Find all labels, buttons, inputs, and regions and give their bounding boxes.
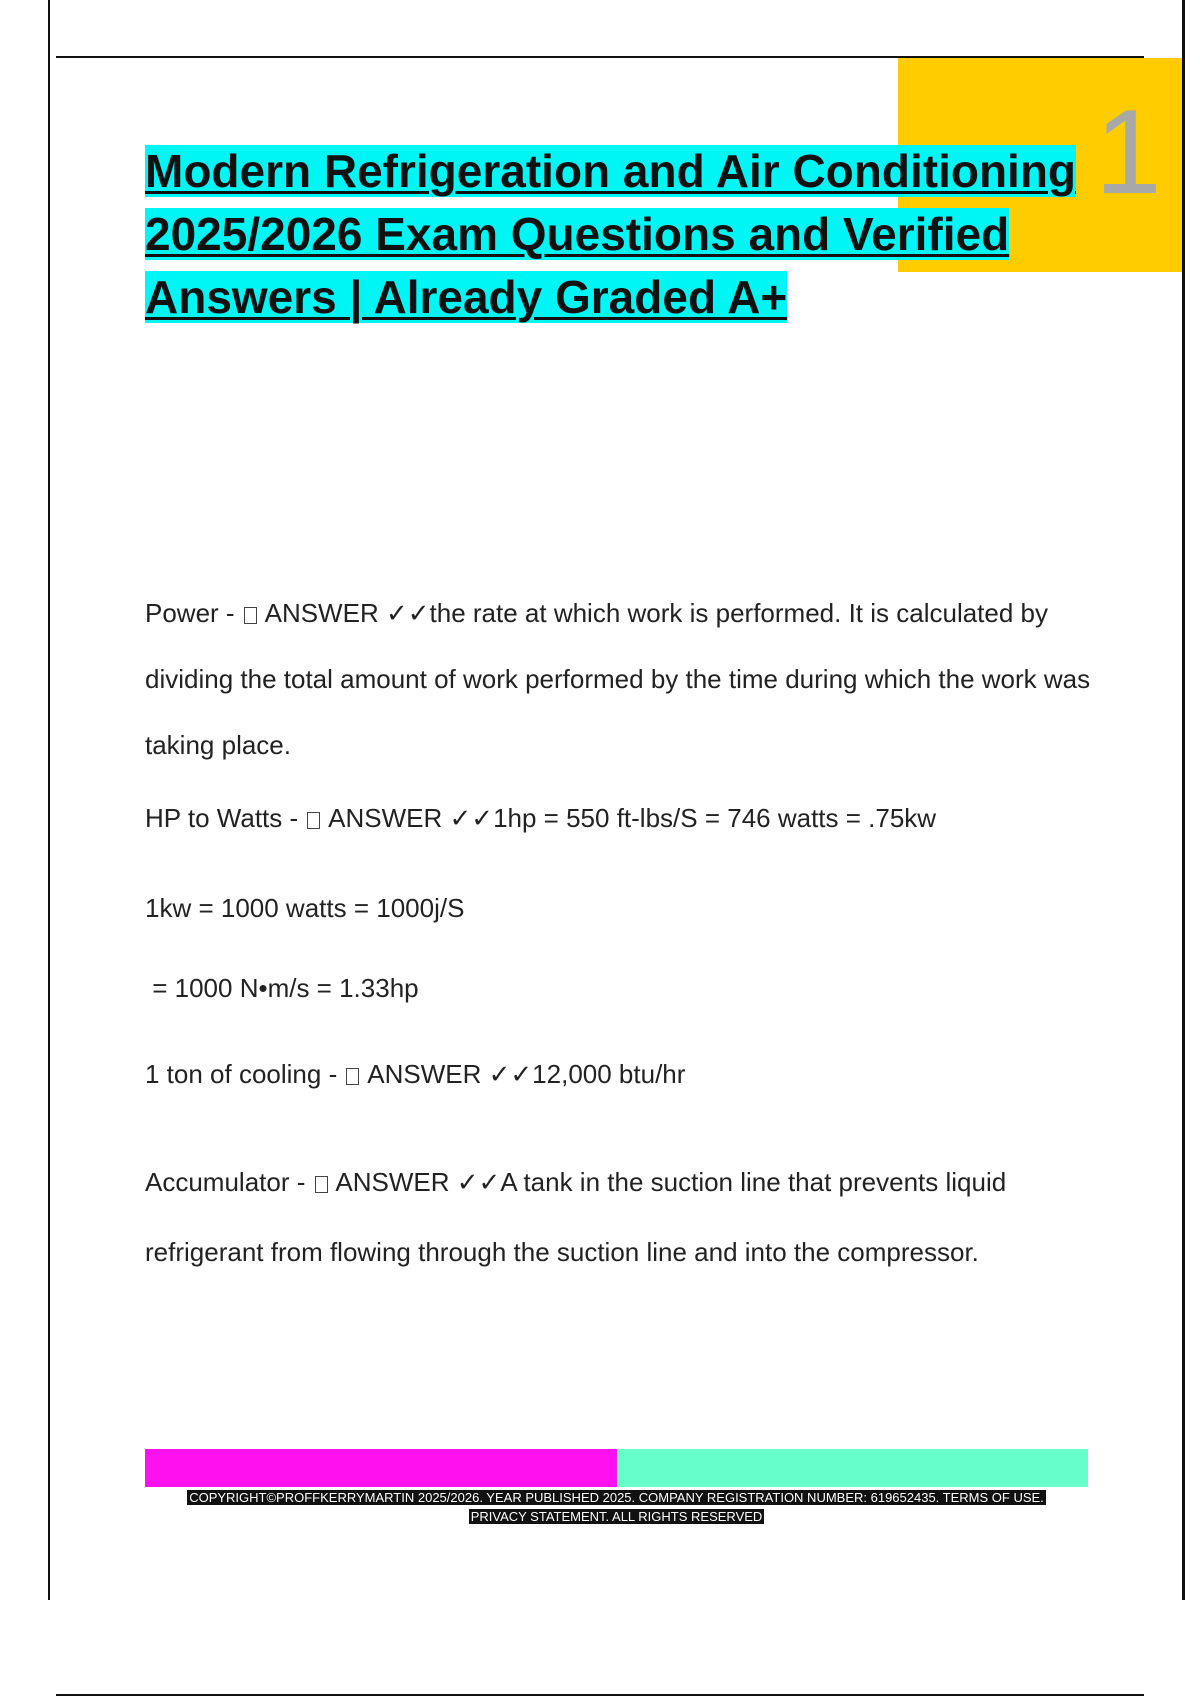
qa-answer: A tank in the suction line that prevents liquid refrigerant from flowing through the suction line and into the compressor. bbox=[145, 1167, 1007, 1267]
qa-answer-label: ANSWER ✓✓ bbox=[322, 803, 494, 833]
missing-glyph-box-icon bbox=[346, 1068, 359, 1085]
qa-item-ton-of-cooling bbox=[145, 1059, 1095, 1089]
qa-item-hp-to-watts bbox=[145, 803, 1095, 833]
document-title-text: Modern Refrigeration and Air Conditioning 2025/2026 Exam Questions and Verified Answers | Already Graded A+ bbox=[145, 145, 1077, 323]
qa-term: Accumulator bbox=[145, 1167, 290, 1197]
qa-item-accumulator bbox=[145, 1147, 1095, 1287]
page-border-left bbox=[48, 0, 50, 1600]
missing-glyph-box-icon bbox=[307, 812, 320, 829]
qa-term: Power bbox=[145, 598, 219, 628]
footer-bar-teal bbox=[617, 1449, 1088, 1487]
page-border-right bbox=[1182, 0, 1185, 1600]
qa-extra-line: = 1000 N•m/s = 1.33hp bbox=[145, 973, 419, 1003]
qa-answer: the rate at which work is performed. It is calculated by dividing the total amount of work performed by the time during which the work was taking place. bbox=[145, 598, 1091, 760]
missing-glyph-box-icon bbox=[244, 607, 257, 624]
document-title bbox=[145, 140, 1095, 329]
qa-answer-label: ANSWER ✓✓ bbox=[258, 598, 430, 628]
qa-separator: - bbox=[321, 1059, 345, 1089]
qa-item-power bbox=[145, 580, 1095, 778]
qa-term: HP to Watts bbox=[145, 803, 283, 833]
page-number: 1 bbox=[1095, 85, 1162, 219]
footer-bar-magenta bbox=[145, 1449, 617, 1487]
bottom-rule bbox=[56, 1694, 1144, 1696]
missing-glyph-box-icon bbox=[315, 1176, 328, 1193]
qa-answer-label: ANSWER ✓✓ bbox=[329, 1167, 501, 1197]
qa-answer: 12,000 btu/hr bbox=[532, 1059, 686, 1089]
qa-separator: - bbox=[218, 598, 242, 628]
qa-extra-line: 1kw = 1000 watts = 1000j/S bbox=[145, 893, 465, 923]
copyright-notice bbox=[145, 1488, 1088, 1526]
copyright-line-2: PRIVACY STATEMENT. ALL RIGHTS RESERVED bbox=[470, 1509, 763, 1524]
qa-answer-label: ANSWER ✓✓ bbox=[361, 1059, 533, 1089]
qa-separator: - bbox=[282, 803, 306, 833]
qa-separator: - bbox=[289, 1167, 313, 1197]
qa-term: 1 ton of cooling bbox=[145, 1059, 322, 1089]
qa-answer: 1hp = 550 ft-lbs/S = 746 watts = .75kw bbox=[493, 803, 937, 833]
copyright-line-1: COPYRIGHT©PROFFKERRYMARTIN 2025/2026. YEAR PUBLISHED 2025. COMPANY REGISTRATION NUMBER: 619652435. TERMS OF USE. bbox=[189, 1490, 1044, 1505]
